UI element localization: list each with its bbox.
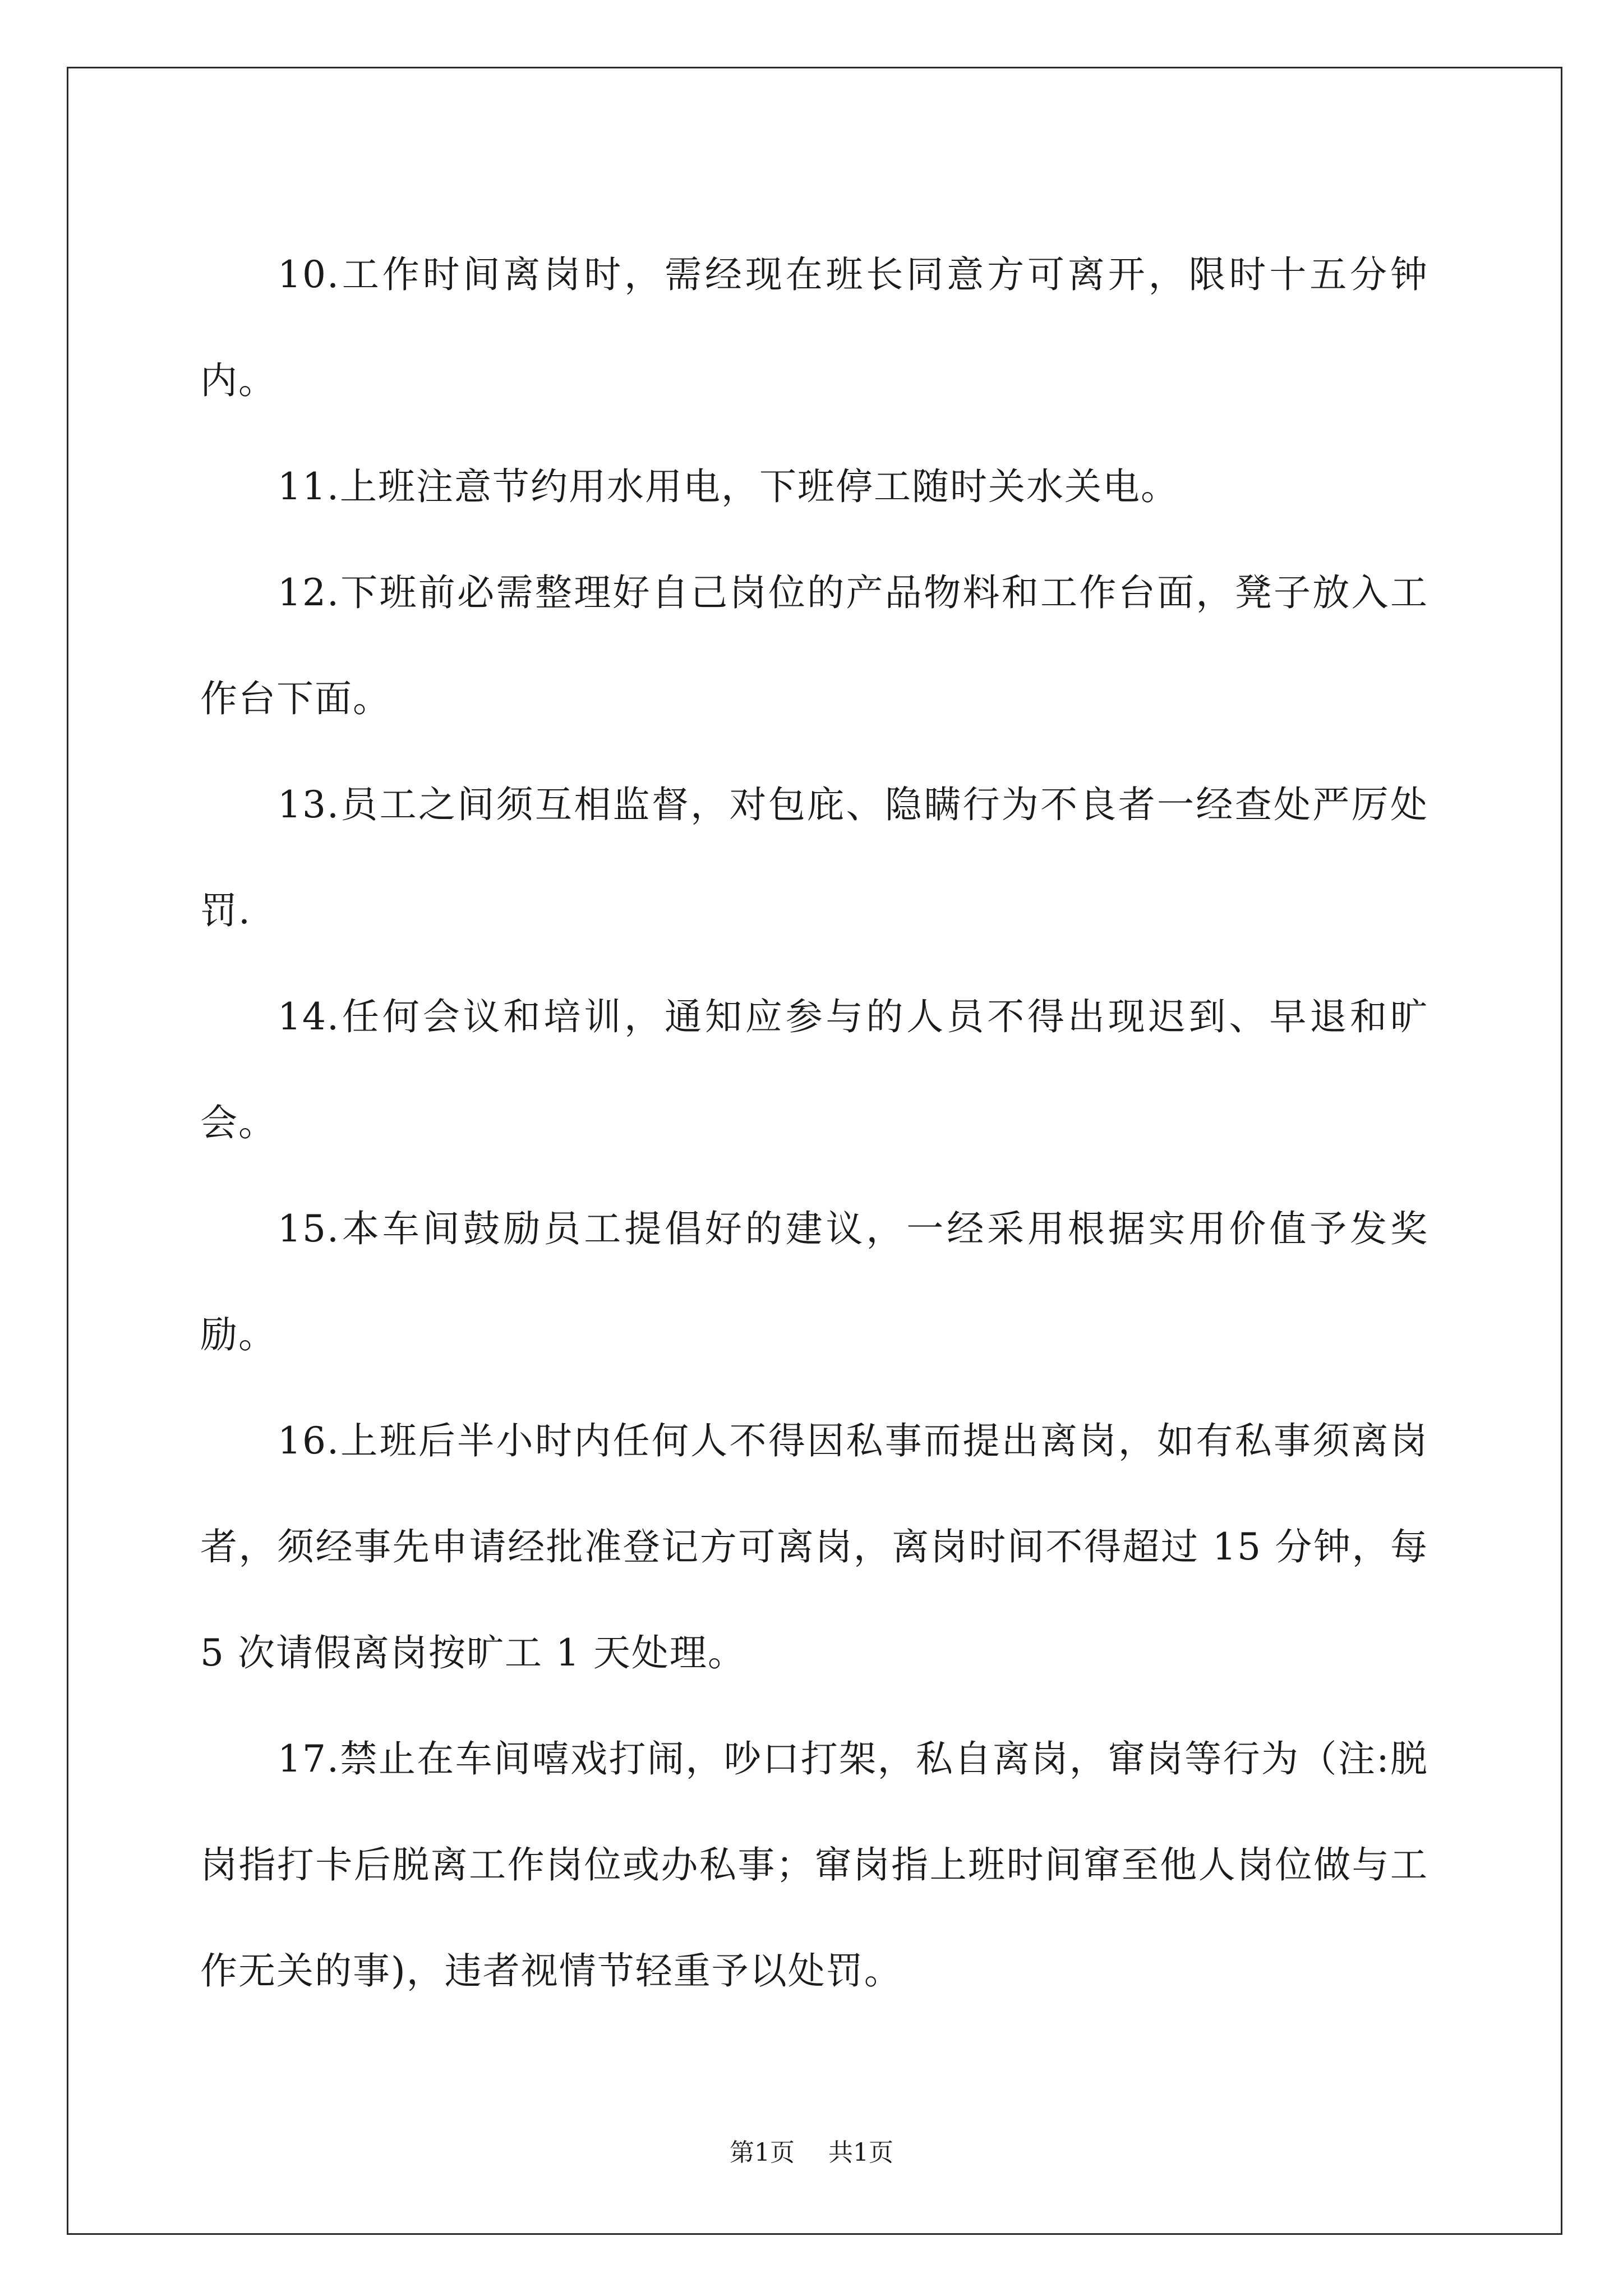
rule-paragraph-13: 13.员工之间须互相监督，对包庇、隐瞒行为不良者一经查处严厉处罚. bbox=[200, 783, 1428, 932]
page-number-current: 第1页 bbox=[730, 2138, 795, 2167]
document-body bbox=[200, 222, 1428, 2024]
rule-paragraph-12: 12.下班前必需整理好自己岗位的产品物料和工作台面，凳子放入工作台下面。 bbox=[200, 571, 1428, 720]
page-footer bbox=[0, 2136, 1623, 2170]
rule-paragraph-17: 17.禁止在车间嘻戏打闹，吵口打架，私自离岗，窜岗等行为（注:脱岗指打卡后脱离工作岗位或办私事；窜岗指上班时间窜至他人岗位做与工作无关的事)，违者视情节轻重予以处罚。 bbox=[200, 1737, 1428, 1993]
rule-paragraph-16: 16.上班后半小时内任何人不得因私事而提出离岗，如有私事须离岗者，须经事先申请经批准登记方可离岗，离岗时间不得超过 15 分钟，每 5 次请假离岗按旷工 1 天处理。 bbox=[200, 1419, 1428, 1674]
rule-paragraph-11: 11.上班注意节约用水用电，下班停工随时关水关电。 bbox=[278, 465, 1179, 508]
rule-paragraph-15: 15.本车间鼓励员工提倡好的建议，一经采用根据实用价值予发奖励。 bbox=[200, 1207, 1428, 1356]
page-number-total: 共1页 bbox=[828, 2138, 893, 2167]
rule-paragraph-10: 10.工作时间离岗时，需经现在班长同意方可离开，限时十五分钟内。 bbox=[200, 253, 1428, 402]
rule-paragraph-14: 14.任何会议和培训，通知应参与的人员不得出现迟到、早退和旷会。 bbox=[200, 995, 1428, 1144]
